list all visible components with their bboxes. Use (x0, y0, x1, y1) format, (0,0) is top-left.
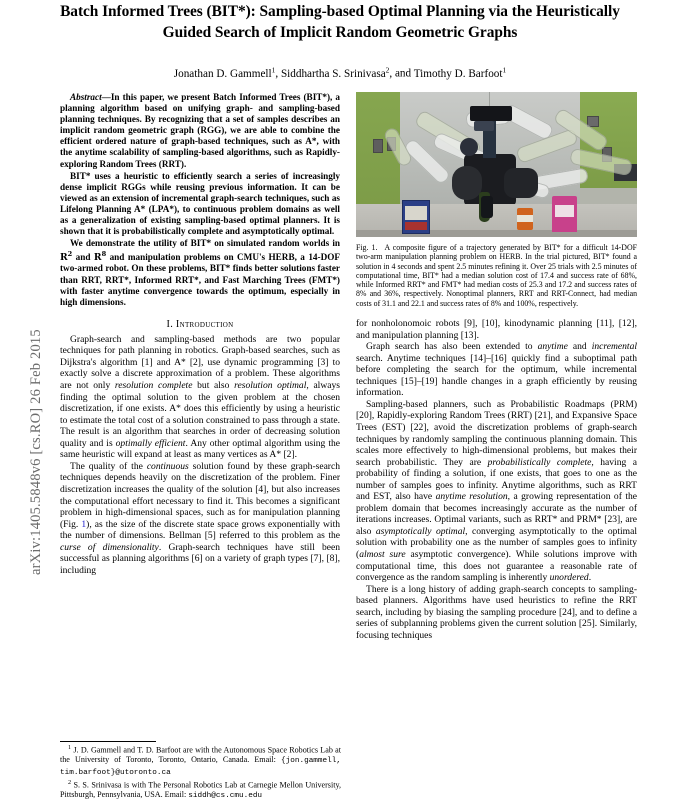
abstract-text-3a: We demonstrate the utility of BIT* on simulated random worlds in (70, 238, 340, 249)
right-text-1c: search. Anytime techniques [14]–[16] quickly find a suboptimal path before completing the search for the optimum, while incremental techniques [15]–[19] handle changes in a graph efficiently by reusing information. (356, 352, 637, 399)
affiliation-marker-1: 1 (271, 65, 276, 74)
right-paragraph-0: for nonholonomoic robots [9], [10], kinodynamic planning [11], [12], and manipulation planning [13]. (356, 318, 637, 341)
robot-torso-left (452, 166, 482, 200)
robot-torso-right (504, 168, 538, 198)
intro-italic-curse: curse of dimensionality (60, 541, 159, 553)
left-column (60, 92, 340, 576)
intro-italic-optimally-efficient: optimally efficient (115, 437, 186, 449)
affiliation-marker-2: 2 (385, 65, 390, 74)
figure-reference-link[interactable]: 1 (81, 518, 87, 530)
footnote-marker-1: 1 (68, 743, 72, 751)
photo-table-edge (356, 230, 637, 237)
right-text-2f: . (588, 572, 592, 584)
figure-1-label: Fig. 1. (356, 243, 378, 252)
figure-1-caption-text: A composite figure of a trajectory generated by BIT* for a difficult 14-DOF two-arm manipulation planning problem on HERB. In the trial pictured, BIT* found a solution in 4 seconds and spent 2.5 minutes refining it. Over 25 trials with 2.5 minutes of computational time, BIT* had a median solution cost of 17.4 and success rate of 68%, while Informed RRT* and FMT* had median costs of 25.3 and 17.2 and success rates of 8% and 36%, respectively. Nonoptimal planners, RRT and RRT-Connect, had median costs of 31.1 and 22.1 and success rates of 8% and 100%, respectively. (356, 243, 637, 308)
affiliation-marker-3: 1 (502, 65, 507, 74)
right-text-2b: , having a probability of finding a solution, if one exists, that goes to one as the number of samples goes to infinity. Anytime algorithms, such as RRT and EST, also have (356, 456, 638, 503)
footnote-1 (60, 743, 341, 778)
abstract-paragraph-1 (60, 92, 340, 170)
title-block (55, 2, 625, 43)
abstract-paragraph-2: BIT* uses a heuristic to efficiently search a series of increasingly dense implicit RGGs while reusing previous information. It can be viewed as an extension of incremental graph-search techniques, such as Lifelong Planning A* (LPA*), to continuous problem domains as well as a generalization of existing sampling-based optimal planners. It is shown that it is probabilistically complete and asymptotically optimal. (60, 170, 340, 237)
author-3: Timothy D. Barfoot$^1$ (413, 65, 507, 80)
author-sep-2: , and (389, 67, 414, 80)
footnote-marker-2: 2 (68, 779, 72, 787)
abstract-paragraph-3 (60, 238, 340, 308)
intro-text-2b: solution found by these graph-search techniques depends heavily on the discretization of the problem. Finer discretization increases the quality of the solution [4], but also increases the computational effort necessary to find it. This becomes a significant problem in high-dimensional spaces, such as for manipulation planning (Fig. (60, 460, 340, 530)
intro-text-1d: . Any other optimal algorithm using the same heuristic will expand at least as many vertices as A* [2]. (60, 437, 340, 461)
section-number: I. (166, 318, 174, 330)
right-italic-unordered: unordered (549, 572, 589, 584)
right-column-body (356, 318, 637, 641)
abstract-text-1: In this paper, we present Batch Informed Trees (BIT*), a planning algorithm based on unifying graph- and sampling-based planning techniques. By recognizing that a set of samples describes an implicit random geometric graph (RGG), we are able to combine the efficient ordered nature of graph-based techniques, such as A*, with the anytime scalability of sampling-based algorithms, such as Rapidly-exploring Random Trees (RRT). (60, 92, 340, 169)
figure-1-caption (356, 243, 637, 308)
footnote-2-text: S. S. Srinivasa is with The Personal Robotics Lab at Carnegie Mellon University, Pittsburgh, Pennsylvania, USA. Email: (60, 780, 342, 800)
right-italic-prob-complete: probabilistically complete (487, 456, 592, 468)
section-heading-introduction (60, 319, 340, 330)
intro-italic-resolution-complete: resolution complete (114, 380, 193, 392)
footnote-1-email[interactable]: {jon.gammell, tim.barfoot}@utoronto.ca (60, 756, 341, 777)
object-orange-can-band (517, 215, 533, 222)
object-pink-bag-label (555, 205, 574, 217)
right-text-1b: and (567, 341, 592, 353)
intro-text-1c: , always finding the optimal solution to the given problem at the chosen discretization, if one exists. A* does this efficiently by using a heuristic to estimate the total cost of a solution constrained to pass through a state. The result is an algorithm that searches in order of decreasing solution quality and is (60, 380, 340, 449)
robot-shoulder (460, 138, 478, 156)
abstract-text-3c: and manipulation problems on CMU's HERB, a 14-DOF two-armed robot. On these problems, BIT* finds better solutions faster than RRT, RRT*, Informed RRT*, and Fast Marching Trees (FMT*) with faster anytime convergence towards the optimum, especially in high dimensions. (60, 252, 340, 307)
object-pink-bag (552, 196, 577, 232)
intro-paragraph-1 (60, 334, 340, 461)
author-sep-1: , (275, 67, 281, 80)
intro-text-2d: . Graph-search techniques have still been successful as planning algorithms [6] on a variety of graph types [7], [8], including (60, 541, 341, 576)
author-2: Siddhartha S. Srinivasa$^2$ (280, 65, 390, 80)
abstract-label: Abstract— (70, 92, 111, 102)
right-paragraph-1 (356, 341, 637, 399)
arxiv-stamp (0, 0, 44, 810)
intro-text-2a: The quality of the (70, 460, 147, 472)
figure-1 (356, 92, 637, 641)
math-r2: $R^2$ (60, 250, 73, 264)
footnote-1-text: J. D. Gammell and T. D. Barfoot are with the Autonomous Space Robotics Lab at the University of Toronto, Toronto, Ontario, Canada. Email: (60, 745, 341, 764)
intro-text-2c: ), as the size of the discrete state space grows exponentially with the number of dimensions. Bellman [5] referred to this problem as the (60, 518, 340, 542)
right-text-2a: Sampling-based planners, such as Probabilistic Roadmaps (PRM) [20], Rapidly-exploring Random Trees (RRT) [21], and Expansive Space Trees (EST) [22], avoid the discretization problems of graph-search techniques by randomly sampling the continuous planning domain. This scales more effectively to high-dimensional problems, but makes their search probabilistic. They are (356, 398, 637, 468)
arxiv-stamp-text: arXiv:1405.5848v6 [cs.RO] 26 Feb 2015 (28, 329, 44, 575)
right-italic-anytime-resolution: anytime resolution (435, 491, 508, 503)
author-list (55, 63, 625, 81)
right-text-2c: , a growing representation of the problem domain that becomes increasingly accurate as the number of iterations increases. Optimal variants, such as RRT* and PRM* [23], are also (356, 491, 637, 537)
math-r8: $R^8$ (93, 250, 107, 264)
intro-text-1b: but also (192, 380, 235, 392)
intro-italic-resolution-optimal: resolution optimal (234, 380, 307, 392)
author-1: Jonathan D. Gammell$^1$ (173, 65, 276, 80)
object-orange-can (517, 208, 533, 230)
footnote-2 (60, 778, 341, 802)
robot-head-camera (474, 121, 494, 131)
abstract-text-3b: and (72, 252, 94, 263)
right-text-1a: Graph search has also been extended to (366, 341, 538, 353)
object-juice-box-label (405, 206, 427, 220)
robot-gripper (481, 196, 493, 218)
intro-text-1a: Graph-search and sampling-based methods are two popular techniques for path planning in robotics. Graph-based searches, such as Dijkstra's algorithm [1] and A* [2], use dynamic programming [3] to exactly solve a discrete approximation of a problem. These algorithms are not only (60, 333, 340, 392)
footnote-2-email[interactable]: siddh@cs.cmu.edu (188, 792, 263, 801)
intro-italic-continuous: continuous (146, 460, 189, 472)
object-juice-box (402, 200, 430, 234)
footnotes (60, 743, 341, 802)
figure-1-photo (356, 92, 637, 237)
right-italic-anytime: anytime (537, 341, 568, 353)
right-italic-asym-optimal: asymptotically optimal (375, 525, 466, 537)
right-italic-almost-sure: almost sure (359, 549, 406, 561)
right-text-2e: asymptotic convergence). While solutions improve with computational time, this does not guarantee a reasonable rate of convergence as the random sampling is inherently (356, 549, 637, 584)
page-title: Batch Informed Trees (BIT*): Sampling-based Optimal Planning via the Heuristically Guided Search of Implicit Random Geometric Graphs (60, 3, 620, 41)
photo-wall-outlet-1 (373, 139, 383, 153)
right-paragraph-3: There is a long history of adding graph-search concepts to sampling-based planners. Algorithms have used heuristics to refine the RRT search, including by biasing the sampling procedure [24], and to define a series of subplanning problems given the current solution [25]. Similarly, focusing techniques (356, 583, 637, 641)
section-name: Introduction (175, 318, 234, 330)
intro-paragraph-2 (60, 461, 340, 576)
object-juice-box-stripe (405, 222, 427, 230)
right-italic-incremental: incremental (591, 341, 637, 353)
robot-head (470, 106, 512, 121)
right-paragraph-2 (356, 399, 637, 584)
right-text-2d: , converging asymptotically to the optimal solution with probability one as the number of samples goes to infinity ( (356, 525, 637, 561)
